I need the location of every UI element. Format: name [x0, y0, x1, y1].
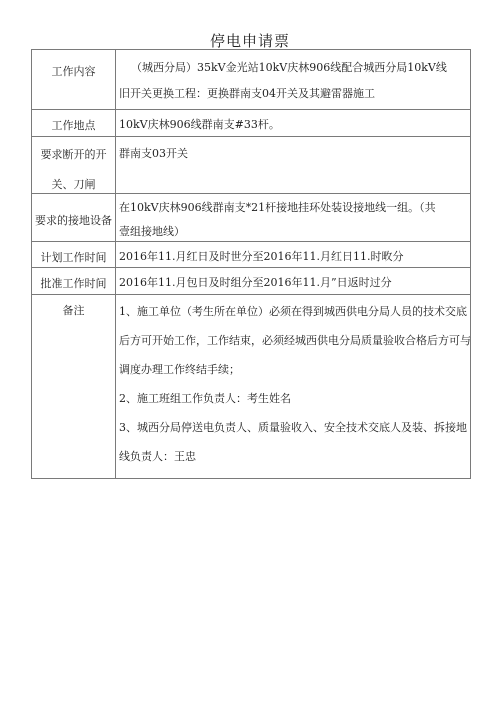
form-title: 停电申请票: [209, 32, 290, 50]
remarks-value: 1、施工单位（考生所在单位）必须在得到城西供电分局人员的技术交底 后方可开始工作，工作结束，必须经城西供电分局质量验收合格后方可与 调度办理工作终结手续； 2、施工班组工作负责人：考生姓名 3、城西分局停送电负责人、质量验收入、安全技术交底人及装、拆接地 线负责人：王忠: [116, 295, 471, 479]
planned-time-label: 计划工作时间: [32, 242, 116, 268]
planned-time-value: 2016年11.月红日及时世分至2016年11.月红日11.时畋分: [116, 242, 471, 268]
table-row-work-location: [32, 110, 471, 137]
disconnect-label: 要求断开的开 关、刀闸: [32, 137, 116, 194]
grounding-label: 要求的接地设备: [32, 194, 116, 242]
table-row-disconnect: [32, 137, 471, 194]
outage-request-table: [31, 49, 471, 479]
work-location-value: 10kV庆林906线群南支#33杆。: [116, 110, 471, 137]
table-row-planned-time: [32, 242, 471, 268]
work-content-label: 工作内容: [32, 50, 116, 110]
approved-time-label: 批准工作时间: [32, 268, 116, 295]
remarks-label: 备注: [32, 295, 116, 479]
table-row-approved-time: [32, 268, 471, 295]
table-row-remarks: [32, 295, 471, 479]
work-location-label: 工作地点: [32, 110, 116, 137]
disconnect-value: 群南支03开关: [116, 137, 471, 194]
table-row-work-content: [32, 50, 471, 110]
approved-time-value: 2016年11.月包日及时组分至2016年11.月”日返时过分: [116, 268, 471, 295]
table-row-grounding: [32, 194, 471, 242]
work-content-value: （城西分局）35kV金光站10kV庆林906线配合城西分局10kV线 旧开关更换工程：更换群南支04开关及其避雷器施工: [116, 50, 471, 110]
grounding-value: 在10kV庆林906线群南支*21杆接地挂环处装设接地线一组。（共 壹组接地线）: [116, 194, 471, 242]
